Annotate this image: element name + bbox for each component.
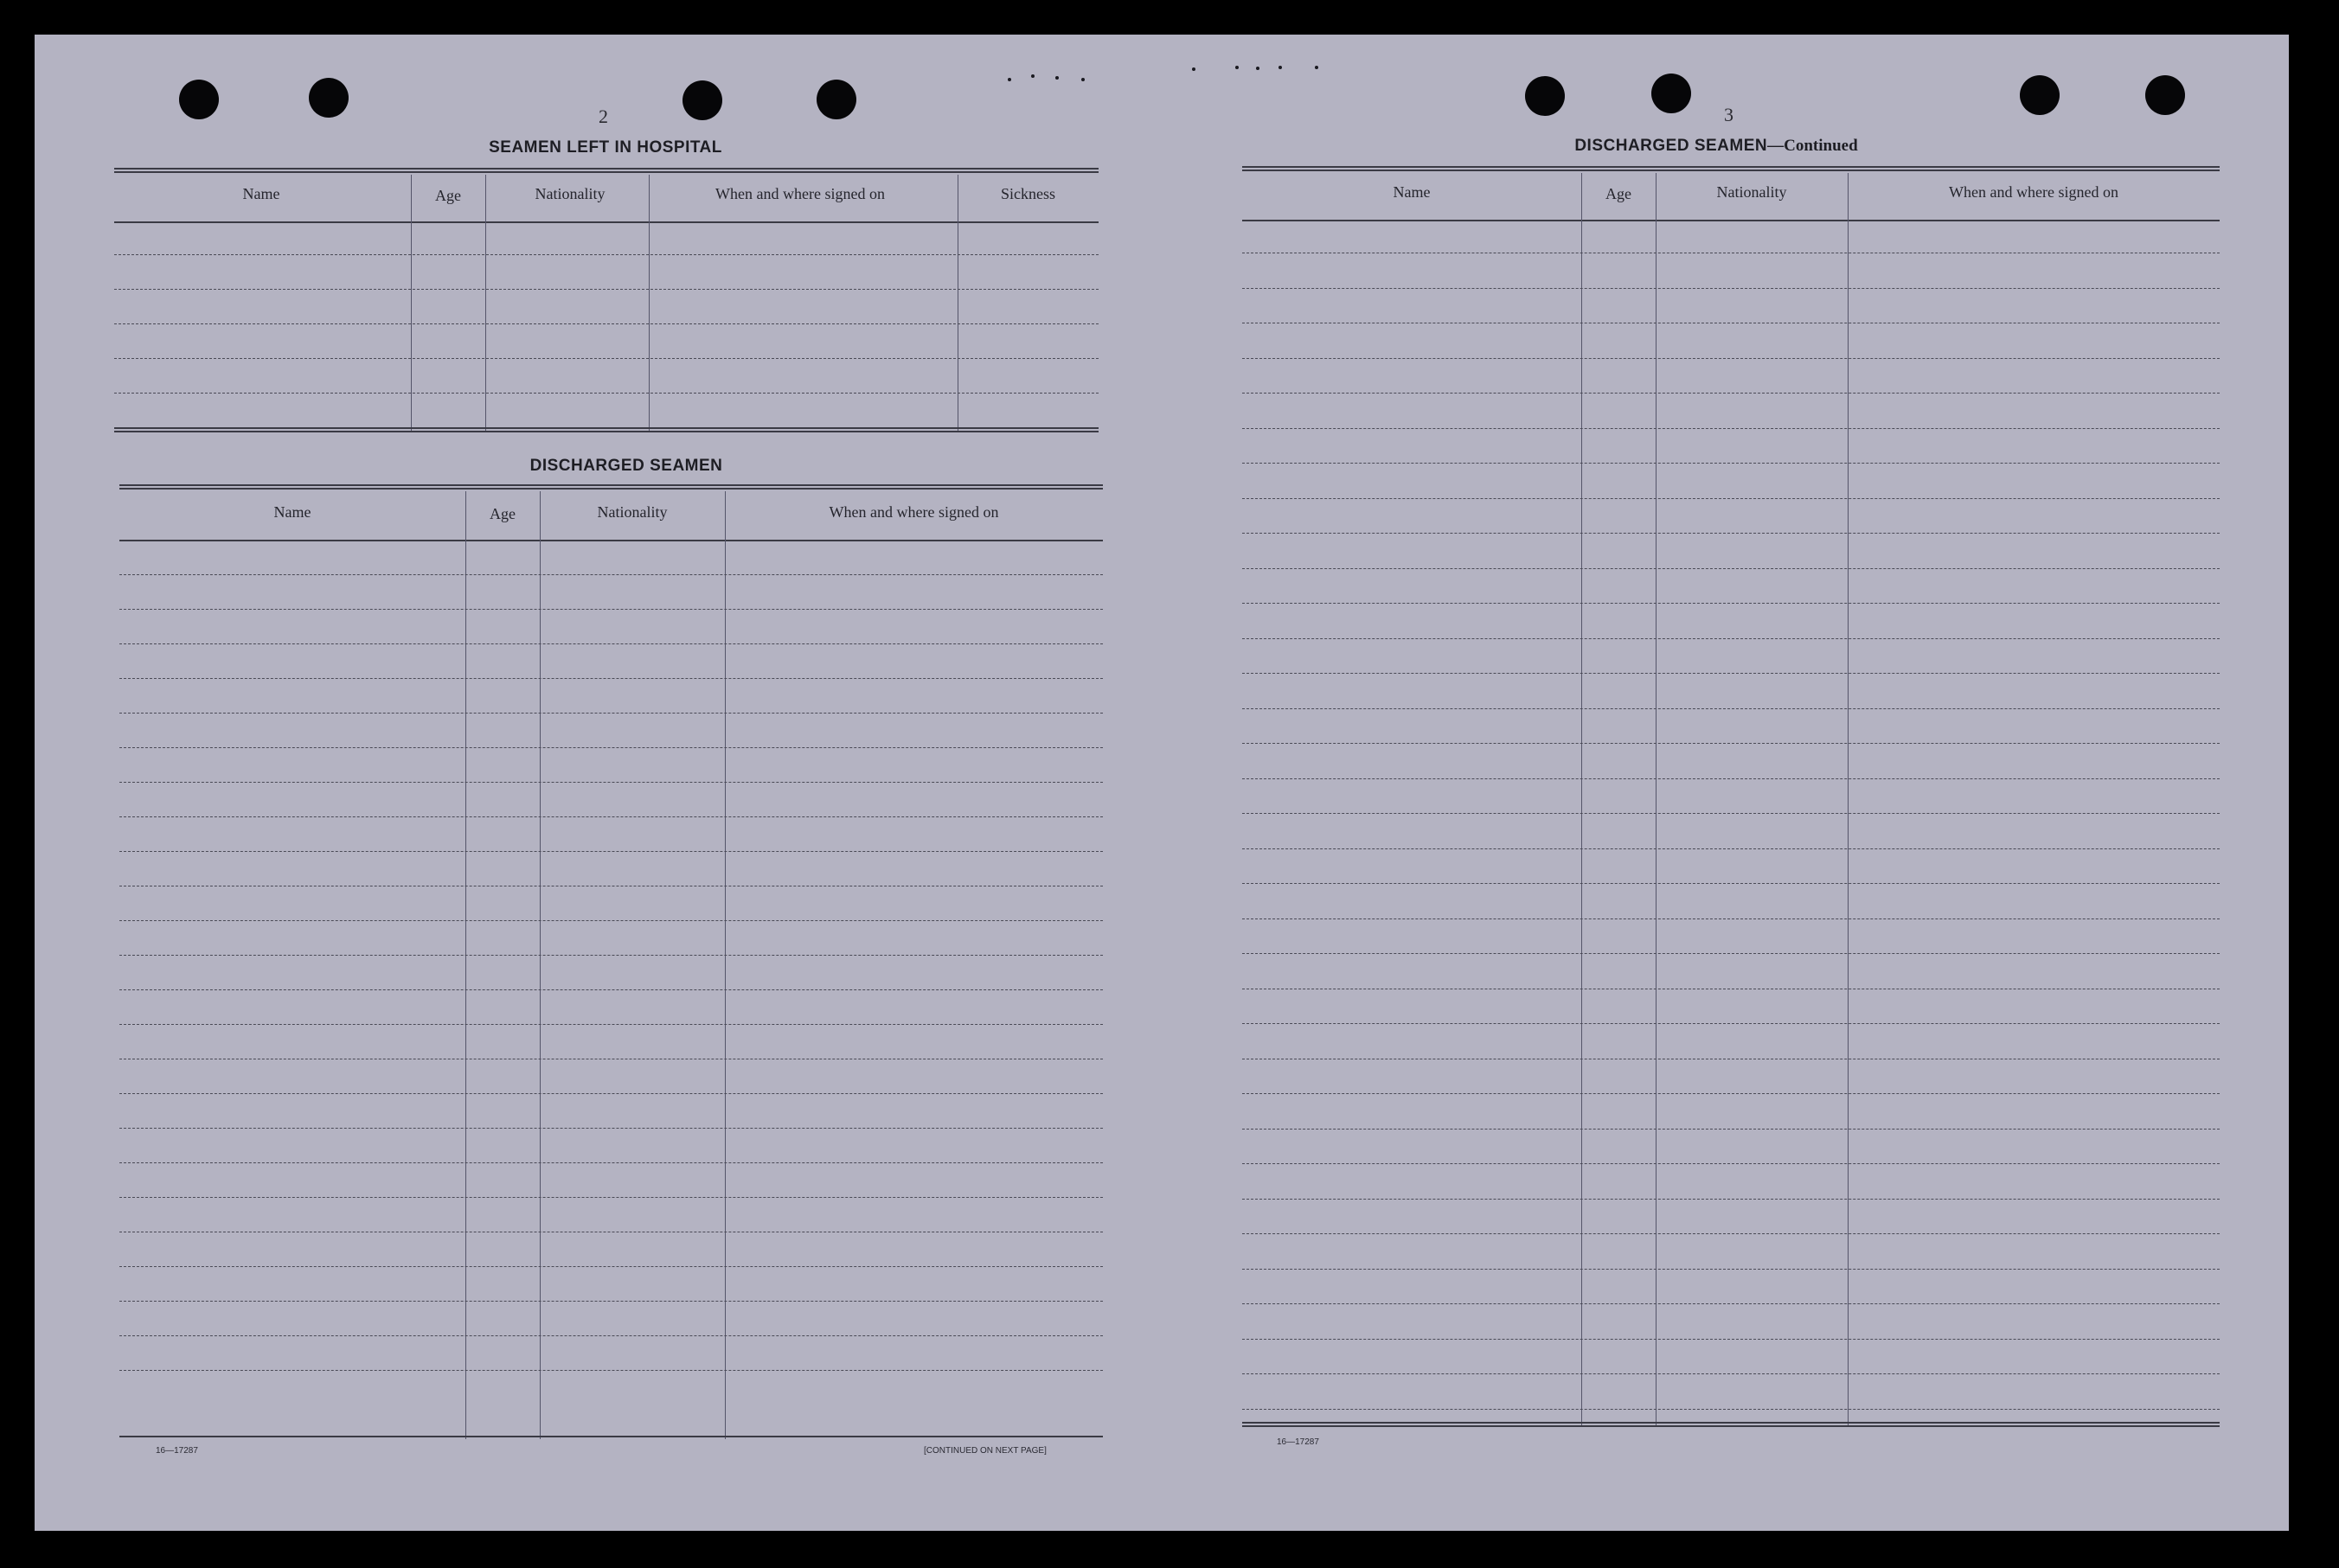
table-row bbox=[1242, 778, 2220, 779]
table-top-rule bbox=[114, 168, 1099, 173]
table-row bbox=[114, 289, 1099, 290]
table-bottom-rule bbox=[114, 427, 1099, 432]
table-row bbox=[119, 920, 1103, 921]
column-header-signed-on: When and where signed on bbox=[715, 185, 885, 202]
ink-speck bbox=[1256, 67, 1259, 70]
column-divider bbox=[485, 175, 486, 432]
hospital-table bbox=[114, 168, 1099, 436]
ink-speck bbox=[1278, 66, 1282, 69]
ink-speck bbox=[1315, 66, 1318, 69]
table-row bbox=[114, 393, 1099, 394]
punch-hole bbox=[309, 78, 349, 118]
punch-hole bbox=[2020, 75, 2060, 115]
table-top-rule bbox=[119, 484, 1103, 490]
table-row bbox=[119, 1197, 1103, 1198]
form-number-right: 16—17287 bbox=[1277, 1437, 1319, 1447]
column-divider bbox=[411, 175, 412, 432]
table-row bbox=[1242, 1269, 2220, 1270]
table-row bbox=[1242, 1199, 2220, 1200]
column-header-signed-on: When and where signed on bbox=[829, 503, 999, 521]
table-row bbox=[119, 1128, 1103, 1129]
table-row bbox=[119, 574, 1103, 575]
table-row bbox=[119, 816, 1103, 817]
table-row bbox=[119, 678, 1103, 679]
table-row bbox=[1242, 533, 2220, 534]
title-suffix: —Continued bbox=[1767, 137, 1858, 155]
table-row bbox=[119, 1335, 1103, 1336]
table-row bbox=[119, 1301, 1103, 1302]
ink-speck bbox=[1031, 74, 1035, 78]
table-row bbox=[1242, 883, 2220, 884]
discharged-section-title: DISCHARGED SEAMEN bbox=[529, 457, 723, 475]
table-row bbox=[114, 323, 1099, 324]
column-header-sickness: Sickness bbox=[1001, 185, 1055, 202]
table-row bbox=[119, 747, 1103, 748]
table-row bbox=[1242, 463, 2220, 464]
table-row bbox=[119, 713, 1103, 714]
column-header-age: Age bbox=[1605, 185, 1631, 202]
table-row bbox=[1242, 743, 2220, 744]
page-number-left: 2 bbox=[599, 106, 608, 127]
table-row bbox=[1242, 1093, 2220, 1094]
header-underline bbox=[114, 221, 1099, 223]
table-row bbox=[1242, 1409, 2220, 1410]
form-number-left: 16—17287 bbox=[156, 1446, 198, 1456]
column-header-name: Name bbox=[242, 185, 280, 202]
table-row bbox=[119, 609, 1103, 610]
column-header-nationality: Nationality bbox=[535, 185, 606, 202]
column-header-age: Age bbox=[435, 187, 461, 204]
punch-hole bbox=[1651, 74, 1691, 113]
ink-speck bbox=[1235, 66, 1239, 69]
title-main: DISCHARGED SEAMEN bbox=[1574, 137, 1768, 155]
column-header-name: Name bbox=[273, 503, 311, 521]
table-row bbox=[119, 851, 1103, 852]
table-row bbox=[114, 358, 1099, 359]
table-row bbox=[1242, 638, 2220, 639]
table-row bbox=[1242, 673, 2220, 674]
header-underline bbox=[119, 540, 1103, 541]
table-bottom-rule bbox=[1242, 1422, 2220, 1427]
table-row bbox=[1242, 1023, 2220, 1024]
column-header-nationality: Nationality bbox=[597, 503, 668, 521]
table-row bbox=[1242, 953, 2220, 954]
ink-speck bbox=[1055, 76, 1059, 80]
continued-note: [CONTINUED ON NEXT PAGE] bbox=[924, 1446, 1047, 1456]
table-row bbox=[119, 1370, 1103, 1371]
table-row bbox=[1242, 358, 2220, 359]
column-divider bbox=[1581, 173, 1582, 1427]
table-row bbox=[1242, 918, 2220, 919]
table-row bbox=[1242, 288, 2220, 289]
table-row bbox=[1242, 1233, 2220, 1234]
discharged-continued-title bbox=[1457, 137, 1976, 156]
table-row bbox=[1242, 568, 2220, 569]
column-header-age: Age bbox=[490, 505, 516, 522]
punch-hole bbox=[179, 80, 219, 119]
column-divider bbox=[1656, 173, 1657, 1427]
column-divider bbox=[465, 491, 466, 1439]
table-row bbox=[1242, 428, 2220, 429]
table-row bbox=[119, 1162, 1103, 1163]
hospital-section-title: SEAMEN LEFT IN HOSPITAL bbox=[489, 138, 722, 157]
table-row bbox=[1242, 1373, 2220, 1374]
table-row bbox=[114, 254, 1099, 255]
table-row bbox=[1242, 498, 2220, 499]
table-top-rule bbox=[1242, 166, 2220, 171]
table-row bbox=[1242, 1163, 2220, 1164]
table-row bbox=[119, 782, 1103, 783]
table-row bbox=[119, 643, 1103, 644]
punch-hole bbox=[817, 80, 856, 119]
table-row bbox=[1242, 393, 2220, 394]
header-underline bbox=[1242, 220, 2220, 221]
ink-speck bbox=[1192, 67, 1195, 71]
table-row bbox=[119, 1024, 1103, 1025]
column-header-name: Name bbox=[1393, 183, 1431, 201]
column-divider bbox=[540, 491, 541, 1439]
column-divider bbox=[649, 175, 650, 432]
table-row bbox=[119, 955, 1103, 956]
column-divider bbox=[1848, 173, 1849, 1427]
table-bottom-rule bbox=[119, 1436, 1103, 1437]
column-header-signed-on: When and where signed on bbox=[1949, 183, 2118, 201]
table-row bbox=[119, 989, 1103, 990]
table-row bbox=[1242, 1129, 2220, 1130]
punch-hole bbox=[682, 80, 722, 120]
discharged-table-continued bbox=[1242, 166, 2220, 1429]
column-header-nationality: Nationality bbox=[1716, 183, 1787, 201]
ink-speck bbox=[1081, 78, 1085, 81]
punch-hole bbox=[1525, 76, 1565, 116]
table-row bbox=[1242, 848, 2220, 849]
table-row bbox=[1242, 708, 2220, 709]
table-row bbox=[1242, 603, 2220, 604]
page-number-right: 3 bbox=[1724, 104, 1733, 125]
column-divider bbox=[725, 491, 726, 1439]
table-row bbox=[1242, 1303, 2220, 1304]
table-row bbox=[119, 1266, 1103, 1267]
ink-speck bbox=[1008, 78, 1011, 81]
table-row bbox=[1242, 813, 2220, 814]
table-row bbox=[1242, 1339, 2220, 1340]
punch-hole bbox=[2145, 75, 2185, 115]
table-row bbox=[119, 1093, 1103, 1094]
discharged-table bbox=[119, 484, 1103, 1439]
